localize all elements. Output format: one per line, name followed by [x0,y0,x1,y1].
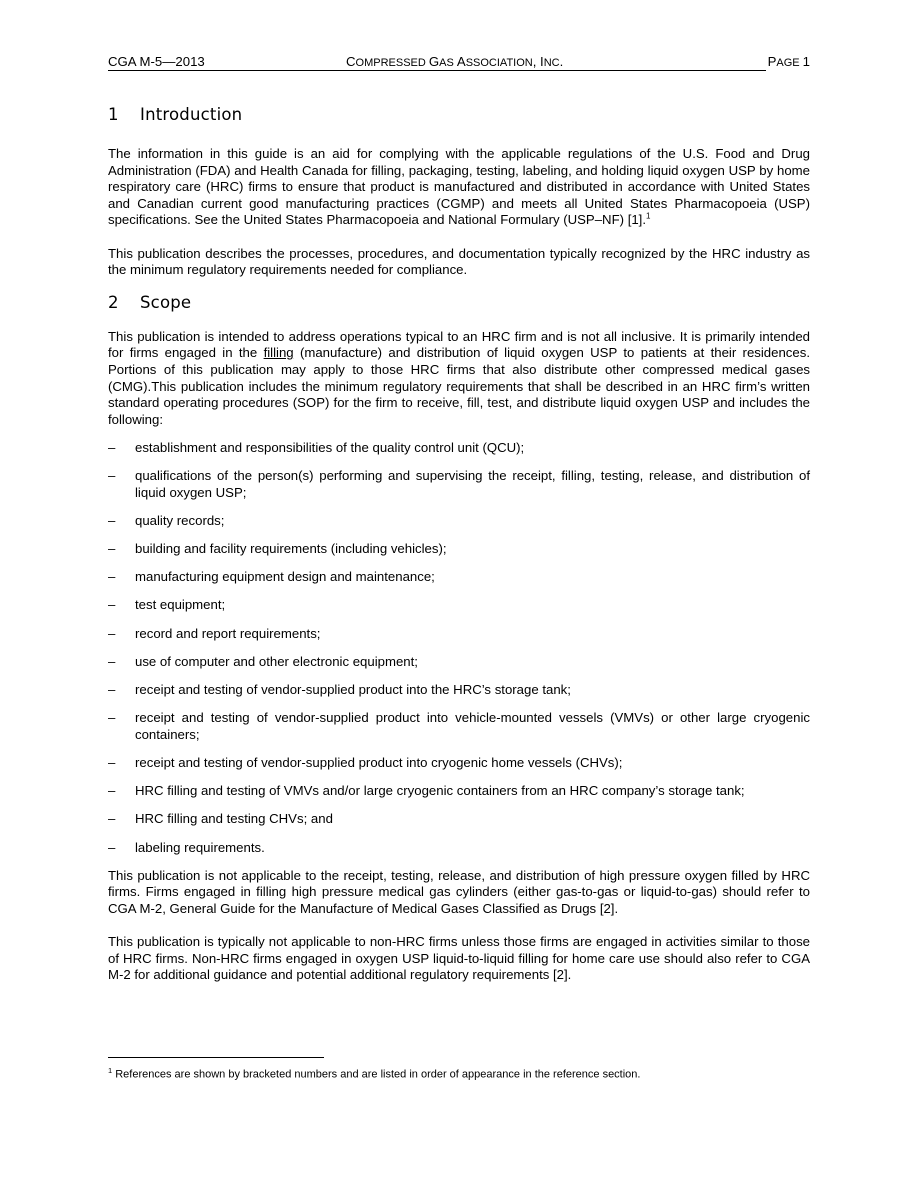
list-item: – receipt and testing of vendor-supplied product into cryogenic home vessels (CHVs); [108,754,623,770]
list-item: – test equipment; [108,597,226,613]
list-item: – establishment and responsibilities of the quality control unit (QCU); [108,439,525,455]
footnote-reference: 1 [646,211,651,221]
footnote-text: References are shown by bracketed numbers and are listed in order of appearance in the reference section. [112,1068,641,1081]
list-item: – quality records; [108,512,225,528]
list-item: – building and facility requirements (including vehicles); [108,541,447,557]
intro-paragraph-1: The information in this guide is an aid for complying with the applicable regulations of the U.S. Food and Drug Administration (FDA) and Health Canada for filling, packaging, testing, labeling, and holding liquid oxygen USP by home respiratory care (HRC) firms to ensure that product is manufactured and distributed in accordance with United States and Canadian current good manufacturing practices (CGMP) and meets all United States Pharmacopoeia (USP) specifications. See the United States Pharmacopoeia and National Formulary (USP–NF) [1].$^1$ [108,146,810,228]
list-item: – manufacturing equipment design and maintenance; [108,569,435,585]
page-body [108,104,810,984]
list-item: – receipt and testing of vendor-supplied product into the HRC’s storage tank; [108,682,571,697]
list-item: – use of computer and other electronic equipment; [108,653,418,669]
scope-list [108,440,810,856]
footnote-marker: 1 [108,1066,113,1075]
list-item: – HRC filling and testing CHVs; and [108,811,333,827]
list-item: – receipt and testing of vendor-supplied product into vehicle-mounted vessels (VMVs) or other large cryogenic containers; [108,710,810,742]
list-item: – labeling requirements. [108,839,265,855]
page-number: PAGE 1 [767,54,810,69]
footnote [108,1064,810,1082]
section-heading-scope: 2 Scope [108,292,192,312]
document-id: CGA M-5—2013 [108,54,205,69]
list-item: – record and report requirements; [108,625,321,641]
closing-paragraph-2: This publication is typically not applicable to non-HRC firms unless those firms are engaged in activities similar to those of HRC firms. Non-HRC firms engaged in oxygen USP liquid-to-liquid filling for home care use should also refer to CGA M-2 for additional guidance and potential additional regulatory requirements [2]. [108,934,810,983]
list-item: – HRC filling and testing of VMVs and/or large cryogenic containers from an HRC company’s storage tank; [108,783,745,799]
list-item: – qualifications of the person(s) performing and supervising the receipt, filling, testing, release, and distribution of liquid oxygen USP; [108,468,810,500]
closing-paragraph-1: This publication is not applicable to the receipt, testing, release, and distribution of high pressure oxygen filled by HRC firms. Firms engaged in filling high pressure medical gas cylinders (either gas-to-gas or liquid-to-gas) should refer to CGA M-2, General Guide for the Manufacture of Medical Gases Classified as Drugs [2]. [108,867,810,916]
publisher-name: COMPRESSED GAS ASSOCIATION, INC. [346,54,564,69]
intro-paragraph-2: This publication describes the processes, procedures, and documentation typically recognized by the HRC industry as the minimum regulatory requirements needed for compliance. [108,245,810,278]
section-heading-introduction: 1 Introduction [108,105,243,124]
footnote-separator [108,1057,324,1058]
running-header [108,54,810,72]
scope-paragraph: This publication is intended to address operations typical to an HRC firm and is not all inclusive. It is primarily intended for firms engaged in the filling (manufacture) and distribution of liquid oxygen USP to patients at their residences. Portions of this publication may apply to those HRC firms that also distribute other compressed medical gases (CMG).This publication includes the minimum regulatory requirements that shall be described in an HRC firm’s written standard operating procedures (SOP) for the firm to receive, fill, test, and distribute liquid oxygen USP and includes the following: [108,328,810,427]
